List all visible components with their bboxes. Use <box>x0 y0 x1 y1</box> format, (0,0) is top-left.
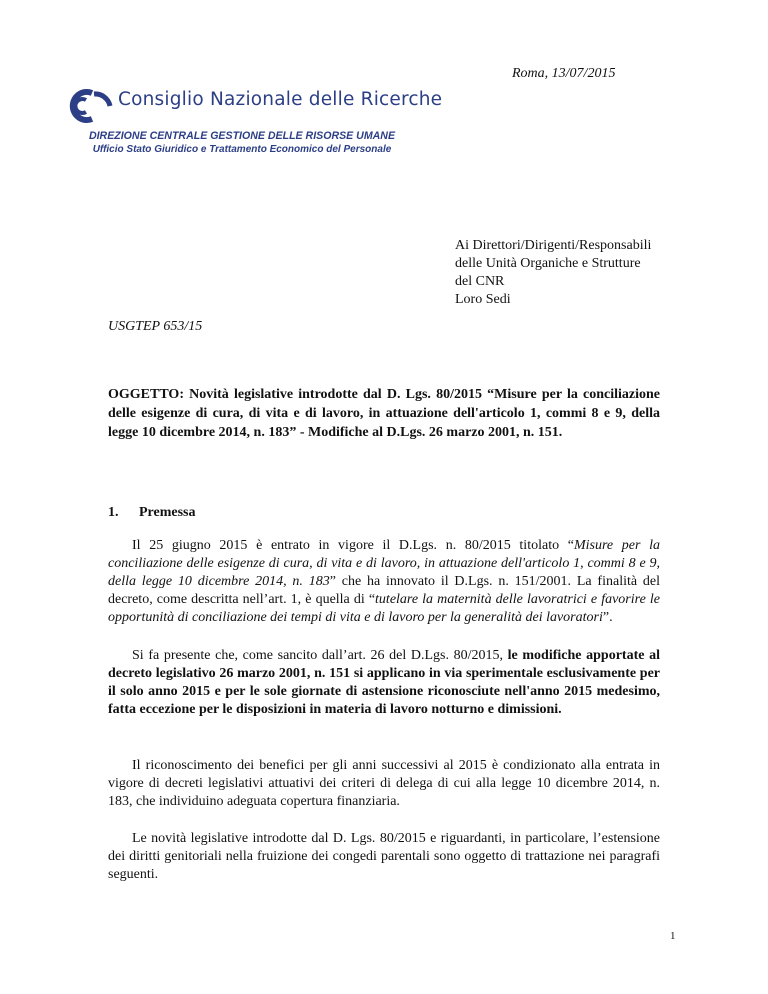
page-number: 1 <box>670 930 676 942</box>
subject-line: OGGETTO: Novità legislative introdotte dal D. Lgs. 80/2015 “Misure per la conciliazione delle esigenze di cura, di vita e di lavoro, in attuazione dell'articolo 1, commi 8 e 9, della legge 10 dicembre 2014, n. 183” - Modifiche al D.Lgs. 26 marzo 2001, n. 151. <box>108 387 660 440</box>
recipient-line: Loro Sedi <box>455 292 511 307</box>
recipient-line: Ai Direttori/Dirigenti/Responsabili <box>455 238 652 253</box>
logo-organization-name: Consiglio Nazionale delle Ricerche <box>118 89 443 110</box>
protocol-number: USGTEP 653/15 <box>108 319 203 334</box>
paragraph-4: Le novità legislative introdotte dal D. Lgs. 80/2015 e riguardanti, in particolare, l’estensione dei diritti genitoriali nella fruizione dei congedi parentali sono oggetto di trattazione nei paragrafi seguenti. <box>108 831 660 882</box>
paragraph-3: Il riconoscimento dei benefici per gli anni successivi al 2015 è condizionato alla entrata in vigore di decreti legislativi attuativi dei criteri di delega di cui alla legge 10 dicembre 2014, n. 183, che individuino adeguata copertura finanziaria. <box>108 758 660 809</box>
cnr-emblem-icon <box>66 86 114 126</box>
emphasized-text: le modifiche apportate al decreto legislativo 26 marzo 2001, n. 151 si applicano in via sperimentale esclusivamente per il solo anno 2015 e per le sole giornate di astensione riconosciute nell'anno 2015 medesimo, fatta eccezione per le disposizioni in materia di lavoro notturno e dimissioni. <box>108 648 660 717</box>
quoted-decree-title: Misure per la conciliazione delle esigenze di cura, di vita e di lavoro, in attuazione dell'articolo 1, commi 8 e 9, della legge 10 dicembre 2014, n. 183 <box>108 538 660 589</box>
logo-directorate: DIREZIONE CENTRALE GESTIONE DELLE RISORSE UMANE <box>88 130 396 142</box>
quoted-decree-purpose: tutelare la maternità delle lavoratrici e favorire le opportunità di conciliazione dei tempi di vita e di lavoro per la generalità dei lavoratori <box>108 592 660 625</box>
letter-date: Roma, 13/07/2015 <box>512 66 616 81</box>
paragraph-text: ” che ha innovato il D.Lgs. n. 151/2001. La finalità del decreto, come descritta nell’art. 1, è quella di “ <box>108 574 660 607</box>
paragraph-text: ”. <box>602 610 613 625</box>
cnr-logo <box>66 86 443 158</box>
paragraph-text: Si fa presente che, come sancito dall’art. 26 del D.Lgs. 80/2015, <box>132 648 508 663</box>
recipient-line: del CNR <box>455 274 505 289</box>
section-title: Premessa <box>139 505 196 520</box>
paragraph-2 <box>108 647 660 719</box>
section-heading <box>108 505 196 521</box>
paragraph-text: Il 25 giugno 2015 è entrato in vigore il D.Lgs. n. 80/2015 titolato “ <box>132 538 574 553</box>
recipients-block <box>455 237 651 309</box>
paragraph-1 <box>108 537 660 627</box>
logo-office: Ufficio Stato Giuridico e Trattamento Economico del Personale <box>92 144 392 155</box>
section-number: 1. <box>108 505 119 520</box>
recipient-line: delle Unità Organiche e Strutture <box>455 256 641 271</box>
